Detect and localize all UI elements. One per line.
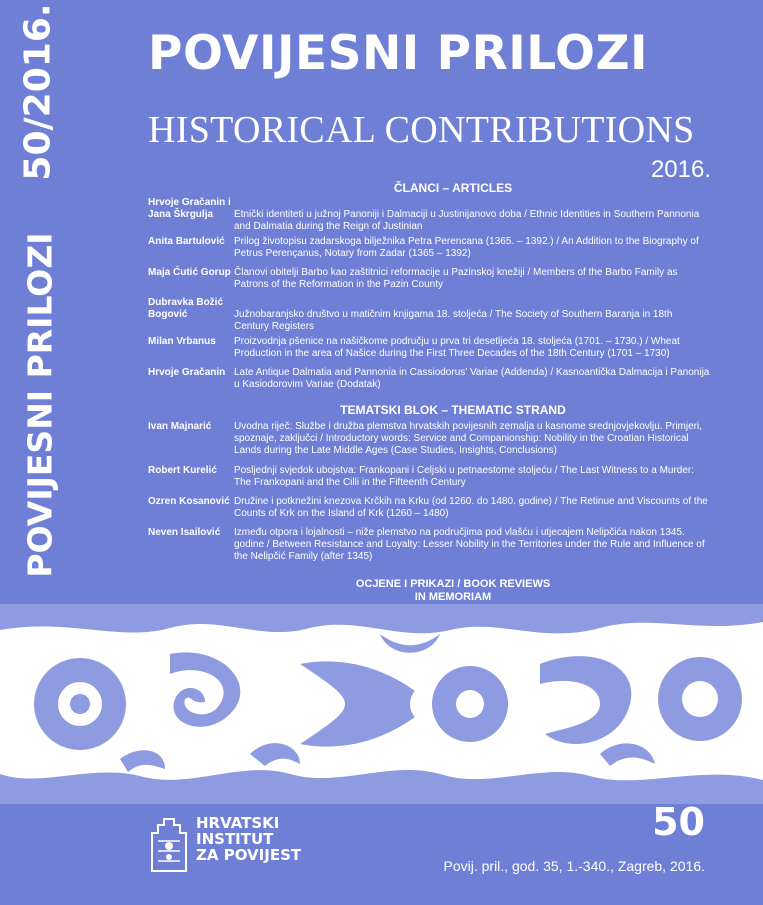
thematic-author: Neven Isailović: [148, 527, 221, 538]
thematic-title: Uvodna riječ: Službe i družba plemstva hrvatskih povijesnih zemalja u kasnome srednjovjekovlju. Primjeri, spoznaje, zaključci / Introductory words: Service and Companionship: Nobility in the Croatian Historical Lands during the Late Middle Ages (Case Studies, Insights, Conclusions): [234, 421, 702, 456]
article-title: Late Antique Dalmatia and Pannonia in Cassiodorus' Variae (Addenda) / Kasnoantička Dalmacija i Panonija u Kasiodorovim Variae (Dodatak): [234, 367, 710, 390]
article-author: Hrvoje Gračanin i Jana Škrgulja: [148, 197, 231, 220]
section-thematic-heading: TEMATSKI BLOK – THEMATIC STRAND: [340, 403, 566, 417]
ornamental-pattern-band: [0, 604, 763, 804]
article-title: Južnobaranjsko društvo u matičnim knjigama 18. stoljeća / The Society of Southern Baranja in 18th Century Registers: [234, 309, 673, 332]
thematic-title: Između otpora i lojalnosti – niže plemstvo na područjima pod vlašću i utjecajem Nelipčića nakon 1345. godine / Between Resistance and Loyalty: Lesser Nobility in the Territories under the Rule and Influence of the Nelipčić Family (after 1345): [234, 527, 705, 562]
year: 2016.: [650, 156, 711, 183]
article-author: Maja Ćutić Gorup: [148, 267, 231, 278]
volume-number: 50: [652, 800, 705, 844]
citation: Povij. pril., god. 35, 1.-340., Zagreb, 2016.: [443, 858, 705, 874]
title-english: HISTORICAL CONTRIBUTIONS: [148, 109, 695, 151]
institute-logo: [148, 815, 338, 877]
article-title: Proizvodnja pšenice na našičkome području u prva tri desetljeća 18. stoljeća (1701. – 1730.) / Wheat Production in the area of Našice during the First Three Decades of the 18th Century (1701 – 1730): [234, 336, 680, 359]
thematic-title: Posljednji svjedok ubojstva: Frankopani i Celjski u petnaestome stoljeću / The Last Witness to a Murder: The Frankopani and the Cilli in the Fifteenth Century: [234, 465, 695, 488]
section-reviews-heading: OCJENE I PRIKAZI / BOOK REVIEWS: [355, 578, 551, 590]
thematic-author: Ozren Kosanović: [148, 496, 230, 507]
spine-title: [10, 232, 70, 578]
institute-name-line3: ZA POVIJEST: [196, 846, 302, 864]
section-articles-heading: ČLANCI – ARTICLES: [393, 181, 513, 195]
article-title: Prilog životopisu zadarskoga bilježnika Petra Perencana (1365. – 1392.) / An Addition to the Biography of Petrus Perençanus, Notary from Zadar (1365 – 1392): [234, 236, 699, 259]
article-author: Hrvoje Gračanin: [148, 367, 226, 378]
title-croatian: POVIJESNI PRILOZI: [148, 26, 649, 81]
thematic-author: Ivan Majnarić: [148, 421, 212, 432]
spine-issue-text: 50/2016.: [17, 3, 59, 181]
article-author: Anita Bartulović: [148, 236, 225, 247]
institute-name-line2: INSTITUT: [196, 830, 274, 848]
castle-tower-icon: [148, 815, 190, 873]
thematic-author: Robert Kurelić: [148, 465, 217, 476]
article-title: Etnički identiteti u južnoj Panoniji i Dalmaciji u Justinijanovo doba / Ethnic Identities in Southern Pannonia and Dalmatia during the Reign of Justinian: [234, 209, 700, 232]
article-author: Dubravka Božić Bogović: [148, 297, 224, 320]
article-author: Milan Vrbanus: [148, 336, 216, 347]
institute-name: [196, 815, 301, 863]
ornament-icon: [0, 604, 763, 804]
article-title: Članovi obitelji Barbo kao zaštitnici reformacije u Pazinskoj knežiji / Members of the Barbo Family as Patrons of the Reformation in the Pazin County: [234, 267, 678, 290]
institute-name-line1: HRVATSKI: [196, 814, 280, 832]
section-memoriam-heading: IN MEMORIAM: [414, 591, 492, 603]
spine-issue-label: [8, 3, 68, 181]
spine-title-text: POVIJESNI PRILOZI: [20, 232, 60, 578]
thematic-title: Družine i potknežini knezova Krčkih na Krku (od 1260. do 1480. godine) / The Retinue and Viscounts of the Counts of Krk on the Island of Krk (1260 – 1480): [234, 496, 708, 519]
